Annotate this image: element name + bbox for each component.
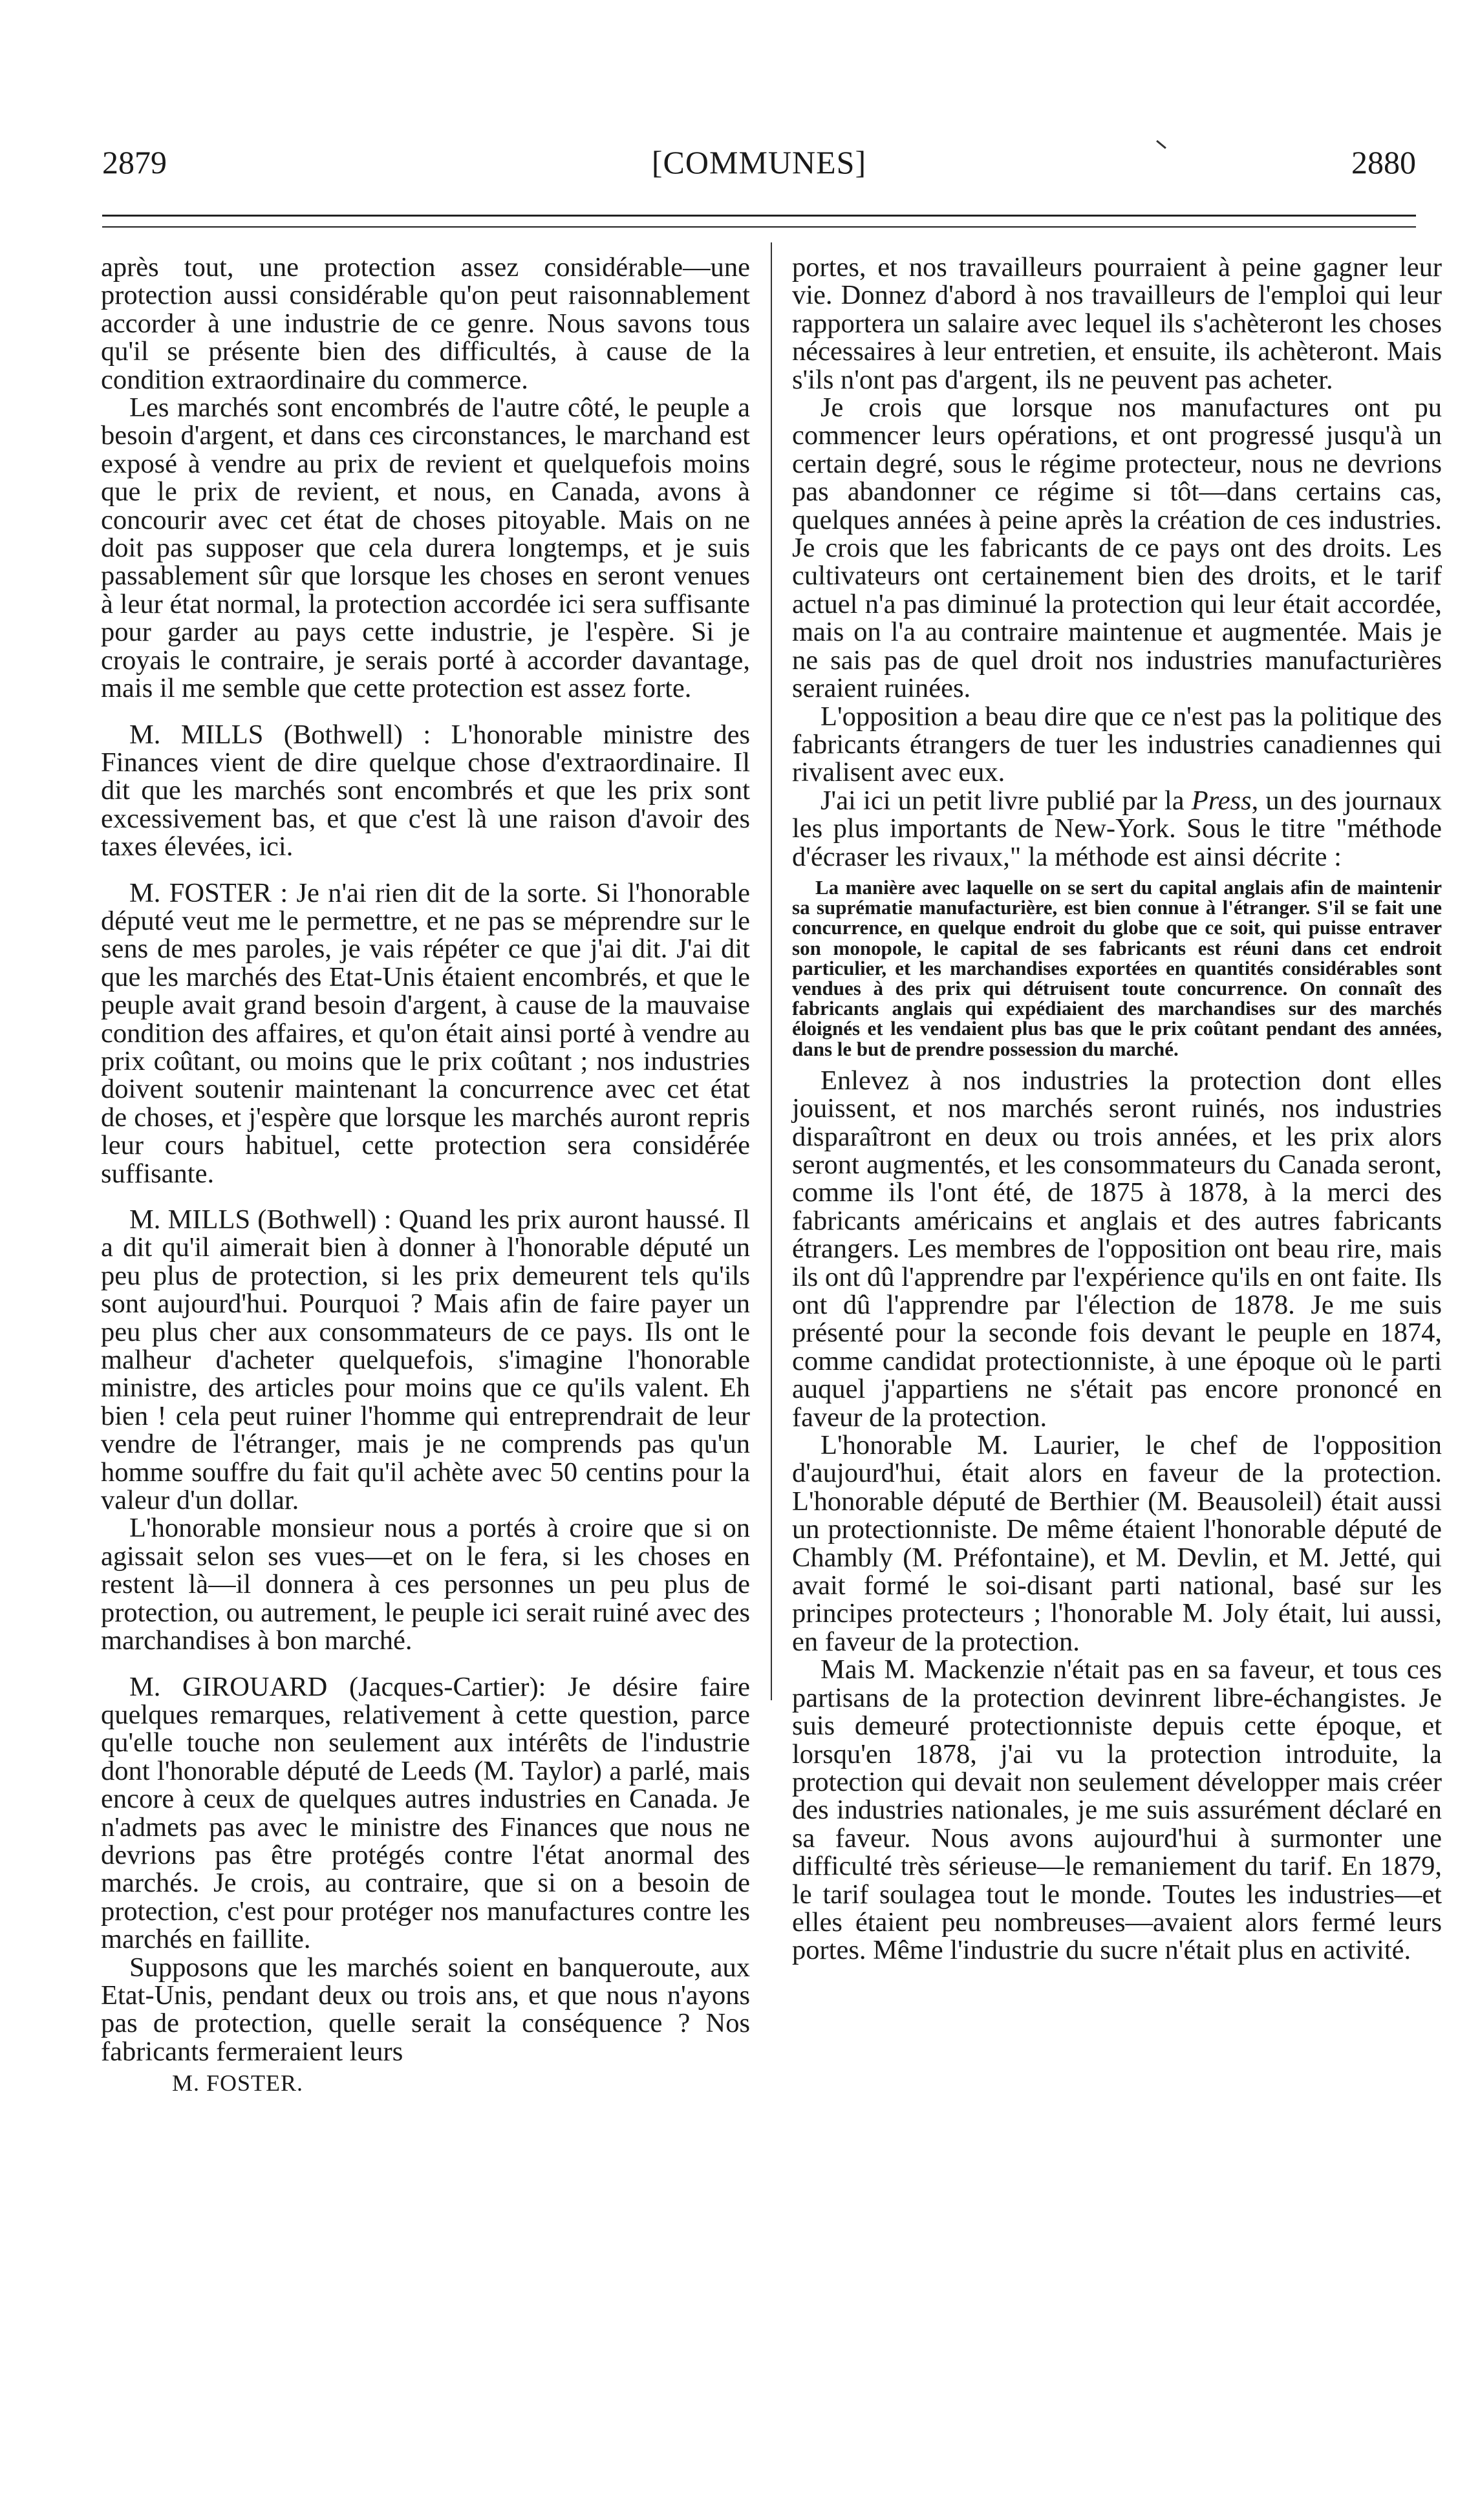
paragraph: L'honorable monsieur nous a portés à croire que si on agissait selon ses vues—et on le fera, si les choses en restent là—il donnera à ces personnes un peu plus de protection, ou autrement, le peuple ici serait ruiné avec des marchandises à bon marché. bbox=[101, 1513, 750, 1656]
paragraph-speech: M. MILLS (Bothwell) : Quand les prix auront haussé. Il a dit qu'il aimerait bien à donner à l'honorable député un peu plus de protection, si les prix demeurent tels qu'ils sont aujourd'hui. Pourquoi ? Mais afin de faire payer un peu plus cher aux consommateurs de ce pays. Ils ont le malheur d'acheter quelquefois, s'imagine l'honorable ministre, des articles pour moins que ce qu'ils valent. Eh bien ! cela peut ruiner l'homme qui entreprendrait de leur vendre de l'étranger, mais je ne comprends pas qu'un homme souffre du fait qu'il achète avec 50 centins pour la valeur d'un dollar. bbox=[101, 1204, 750, 1516]
paragraph-text: , un des journaux les plus importants de New-York. Sous le titre "méthode d'écraser les rivaux," la méthode est ainsi décrite : bbox=[792, 785, 1442, 872]
paragraph-speech: M. MILLS (Bothwell) : L'honorable ministre des Finances vient de dire quelque chose d'extraordinaire. Il dit que les marchés sont encombrés et que les prix sont excessivement bas, et que c'est là une raison d'avoir des taxes élevées, ici. bbox=[101, 719, 750, 862]
paragraph: L'opposition a beau dire que ce n'est pas la politique des fabricants étrangers de tuer les industries canadiennes qui rivalisent avec eux. bbox=[792, 701, 1442, 788]
page-number-right: 2880 bbox=[1351, 144, 1416, 180]
paragraph-text: J'ai ici un petit livre publié par la bbox=[820, 785, 1192, 816]
paragraph-speech: M. GIROUARD (Jacques-Cartier): Je désire faire quelques remarques, relativement à cette question, parce qu'elle touche non seulement aux intérêts de l'industrie dont l'honorable député de Leeds (M. Taylor) a parlé, mais encore à ceux de quelques autres industries en Canada. Je n'admets pas avec le ministre des Finances que nous ne devrions pas être protégés contre l'état anormal des marchés. Je crois, au contraire, que si on a besoin de protection, c'est pour protéger nos manufactures contre les marchés en faillite. bbox=[101, 1671, 750, 1955]
page-footer-speaker: M. FOSTER. bbox=[172, 2070, 304, 2097]
paragraph-speech: M. FOSTER : Je n'ai rien dit de la sorte. Si l'honorable député veut me le permettre, et ne pas se méprendre sur le sens de mes paroles, je vais répéter ce que j'ai dit. J'ai dit que les marchés des Etat-Unis étaient encombrés, et que le peuple avait grand besoin d'argent, à cause de la mauvaise condition des affaires, et qu'on était ainsi porté à vendre au prix coûtant, ou moins que le prix coûtant ; nos industries doivent soutenir maintenant la concurrence avec cet état de choses, et j'espère que lorsque les marchés auront repris leur cours habituel, cette protection sera considérée suffisante. bbox=[101, 877, 750, 1189]
block-quote: La manière avec laquelle on se sert du capital anglais afin de maintenir sa suprématie manufacturière, est bien connue à l'étranger. S'il se fait une concurrence, en quelque endroit du globe que ce soit, qui puisse entraver son monopole, le capital de ses fabricants est réuni dans cet endroit particulier, et les marchandises exportées en quantités considérables sont vendues à des prix qui détruisent toute concurrence. On connaît des fabricants anglais qui expédiaient des marchandises sur des marchés éloignés et les vendaient plus bas que le prix coûtant pendant des années, dans le but de prendre possession du marché. bbox=[792, 875, 1442, 1060]
paragraph: après tout, une protection assez considérable—une protection aussi considérable qu'on peut raisonnablement accorder à une industrie de ce genre. Nous savons tous qu'il se présente bien des difficultés, à cause de la condition extraordinaire du commerce. bbox=[101, 252, 750, 395]
paragraph: Les marchés sont encombrés de l'autre côté, le peuple a besoin d'argent, et dans ces circonstances, le marchand est exposé à vendre au prix de revient et quelquefois moins que le prix de revient, et nous, en Canada, avons à concourir avec cet état de choses pitoyable. Mais on ne doit pas supposer que cela durera longtemps, et je suis passablement sûr que lorsque les choses en seront venues à leur état normal, la protection accordée ici sera suffisante pour garder au pays cette industrie, je l'espère. Si je croyais le contraire, je serais porté à accorder davantage, mais il me semble que cette protection est assez forte. bbox=[101, 392, 750, 704]
column-divider bbox=[771, 242, 772, 1700]
paragraph: portes, et nos travailleurs pourraient à peine gagner leur vie. Donnez d'abord à nos travailleurs de l'emploi qui leur rapportera un salaire avec lequel ils s'achèteront les choses nécessaires à leur entretien, et ensuite, ils achèteront. Mais s'ils n'ont pas d'argent, ils ne peuvent pas acheter. bbox=[792, 252, 1442, 395]
paragraph: Je crois que lorsque nos manufactures ont pu commencer leurs opérations, et ont progressé jusqu'à un certain degré, sous le régime protecteur, nous ne devrions pas abandonner ce régime si tôt—dans certains cas, quelques années à peine après la création de ces industries. Je crois que les fabricants de ce pays ont des droits. Les cultivateurs ont certainement bien des droits, et le tarif actuel n'a pas diminué la protection qui leur était accordée, mais on l'a au contraire maintenue et augmentée. Mais je ne sais pas de quel droit nos industries manufacturières seraient ruinées. bbox=[792, 392, 1442, 704]
paragraph bbox=[792, 787, 1442, 871]
header-rule-top bbox=[102, 215, 1416, 217]
newspaper-title: Press bbox=[1191, 785, 1252, 816]
left-column bbox=[101, 253, 750, 2098]
running-head: [COMMUNES] bbox=[651, 144, 867, 180]
paragraph: L'honorable M. Laurier, le chef de l'opposition d'aujourd'hui, était alors en faveur de la protection. L'honorable député de Berthier (M. Beausoleil) était aussi un protectionniste. De même étaient l'honorable député de Chambly (M. Préfontaine), et M. Devlin, et M. Jetté, qui avait formé le soi-disant parti national, basé sur les principes protecteurs ; l'honorable M. Joly était, lui aussi, en faveur de la protection. bbox=[792, 1430, 1442, 1657]
paragraph: Mais M. Mackenzie n'était pas en sa faveur, et tous ces partisans de la protection devinrent libre-échangistes. Je suis demeuré protectionniste depuis cette époque, et lorsqu'en 1878, j'ai vu la protection introduite, la protection qui devait non seulement développer mais créer des industries nationales, je me suis assurément déclaré en sa faveur. Nous avons aujourd'hui à surmonter une difficulté très sérieuse—le remaniement du tarif. En 1879, le tarif soulagea tout le monde. Toutes les industries—et elles étaient peu nombreuses—avaient alors fermé leurs portes. Même l'industrie du sucre n'était plus en activité. bbox=[792, 1654, 1442, 1966]
page-number-left: 2879 bbox=[102, 144, 167, 180]
paragraph: Enlevez à nos industries la protection dont elles jouissent, et nos marchés seront ruinés, nos industries disparaîtront en deux ou trois années, et les prix alors seront augmentés, et les consommateurs du Canada seront, comme ils l'ont été, de 1875 à 1878, à la merci des fabricants américains et anglais et des autres fabricants étrangers. Les membres de l'opposition ont beau rire, mais ils ont dû l'apprendre par l'expérience qu'ils en ont faite. Ils ont dû l'apprendre par l'élection de 1878. Je me suis présenté pour la seconde fois devant le peuple en 1874, comme candidat protectionniste, à une époque où le parti auquel j'appartiens ne s'était pas encore prononcé en faveur de la protection. bbox=[792, 1065, 1442, 1433]
paragraph: Supposons que les marchés soient en banqueroute, aux Etat-Unis, pendant deux ou trois ans, et que nous n'ayons pas de protection, quelle serait la conséquence ? Nos fabricants fermeraient leurs bbox=[101, 1952, 750, 2067]
page-header bbox=[102, 144, 1416, 189]
header-rule-bottom bbox=[102, 226, 1416, 228]
right-column bbox=[792, 253, 1442, 1965]
